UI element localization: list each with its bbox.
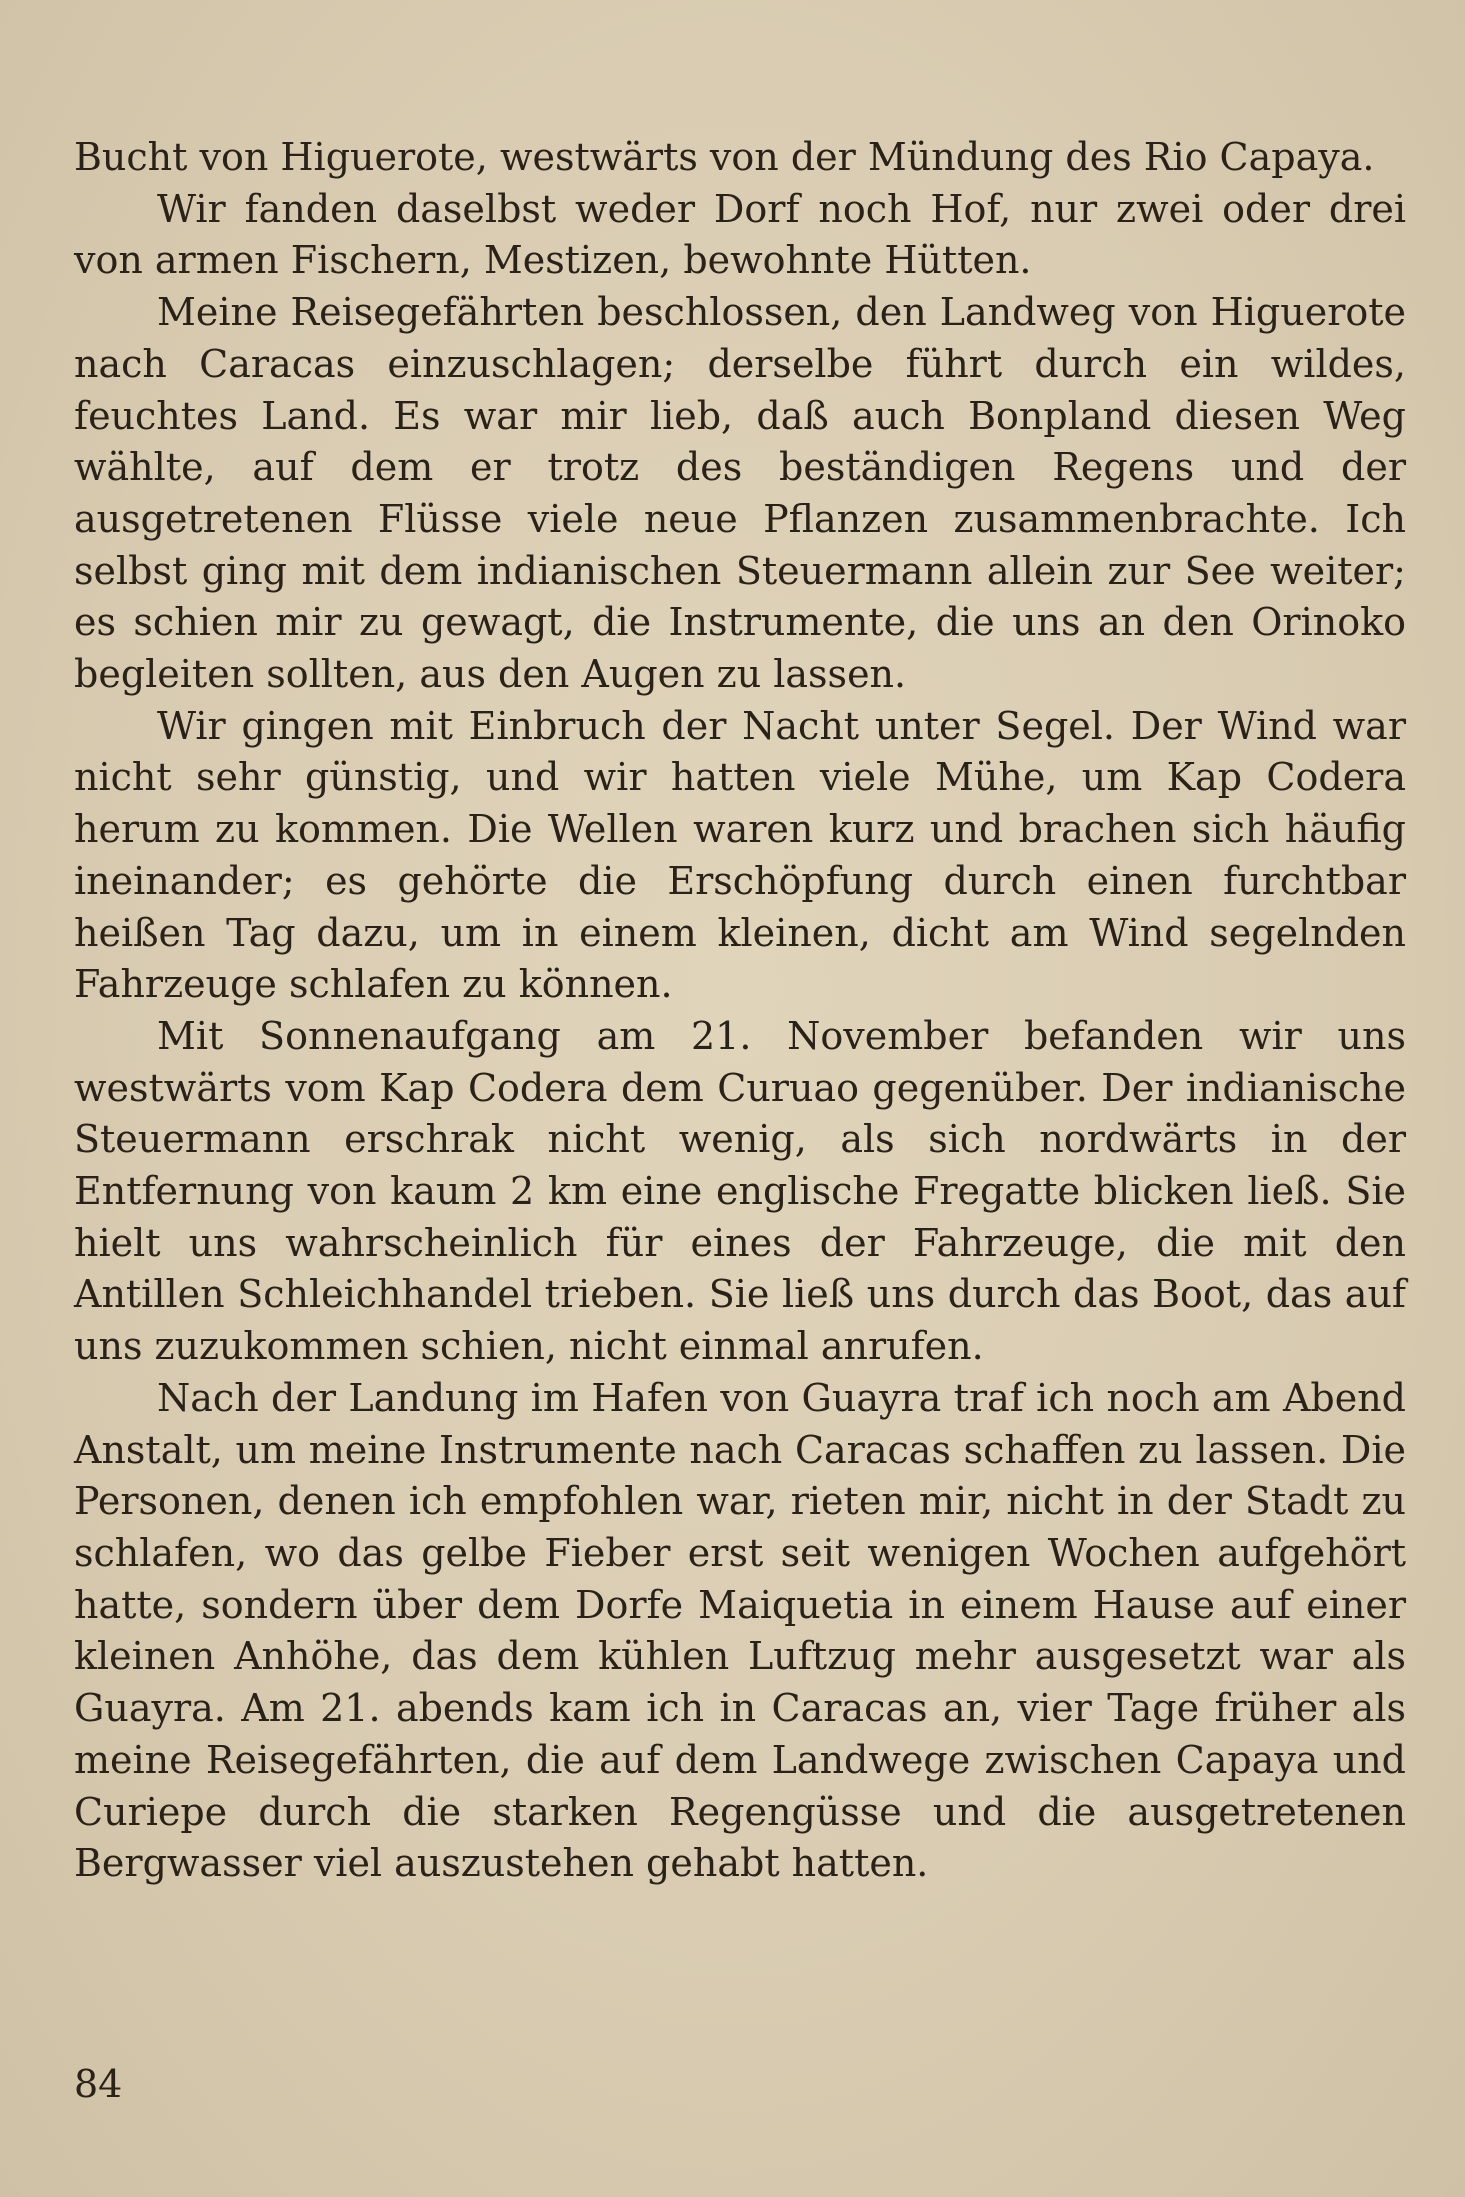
body-text (74, 132, 1406, 1890)
paragraph-4: Wir gingen mit Einbruch der Nacht unter Segel. Der Wind war nicht sehr günstig, und wir hatten viele Mühe, um Kap Codera herum zu kommen. Die Wellen waren kurz und brachen sich häufig ineinander; es gehörte die Erschöpfung durch einen furchtbar heißen Tag dazu, um in einem kleinen, dicht am Wind segelnden Fahrzeuge schlafen zu können. (74, 703, 1406, 1007)
paragraph-6: Nach der Landung im Hafen von Guayra traf ich noch am Abend Anstalt, um meine Instrumente nach Caracas schaffen zu lassen. Die Personen, denen ich empfohlen war, rieten mir, nicht in der Stadt zu schlafen, wo das gelbe Fieber erst seit wenigen Wochen aufgehört hatte, sondern über dem Dorfe Maiquetia in einem Hause auf einer kleinen Anhöhe, das dem kühlen Luftzug mehr ausgesetzt war als Guayra. Am 21. abends kam ich in Caracas an, vier Tage früher als meine Reisegefährten, die auf dem Landwege zwischen Capaya und Curiepe durch die starken Regengüsse und die ausgetretenen Bergwasser viel auszustehen gehabt hatten. (74, 1375, 1406, 1886)
paragraph-5: Mit Sonnenaufgang am 21. November befanden wir uns westwärts vom Kap Codera dem Curuao gegenüber. Der indianische Steuermann erschrak nicht wenig, als sich nordwärts in der Entfernung von kaum 2 km eine englische Fregatte blicken ließ. Sie hielt uns wahrscheinlich für eines der Fahrzeuge, die mit den Antillen Schleichhandel trieben. Sie ließ uns durch das Boot, das auf uns zuzukommen schien, nicht einmal anrufen. (74, 1013, 1406, 1369)
page-number: 84 (74, 2062, 123, 2106)
paragraph-1: Bucht von Higuerote, westwärts von der Mündung des Rio Capaya. (74, 135, 1375, 179)
paragraph-3: Meine Reisegefährten beschlossen, den Landweg von Higuerote nach Caracas einzuschlagen; derselbe führt durch ein wildes, feuchtes Land. Es war mir lieb, daß auch Bonpland diesen Weg wählte, auf dem er trotz des beständigen Regens und der ausgetretenen Flüsse viele neue Pflanzen zusammenbrachte. Ich selbst ging mit dem indianischen Steuermann allein zur See weiter; es schien mir zu gewagt, die Instrumente, die uns an den Orinoko begleiten sollten, aus den Augen zu lassen. (74, 290, 1406, 697)
paragraph-2: Wir fanden daselbst weder Dorf noch Hof, nur zwei oder drei von armen Fischern, Mestizen, bewohnte Hütten. (74, 186, 1406, 283)
